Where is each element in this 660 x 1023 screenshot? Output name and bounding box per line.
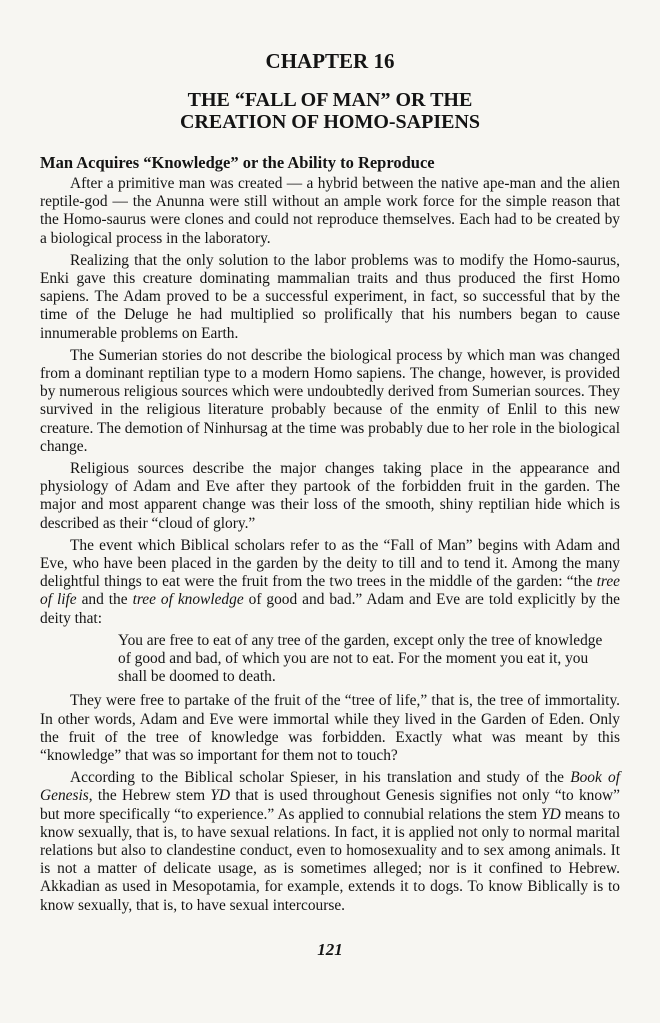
paragraph-5-text-c: of good and bad.” Adam and Eve are told explicitly by the deity that:: [40, 591, 621, 627]
chapter-title: [40, 89, 620, 133]
chapter-title-line-2: CREATION OF HOMO-SAPIENS: [179, 111, 481, 134]
paragraph-5-text-a: The event which Biblical scholars refer to as the “Fall of Man” begins with Adam and Eve, who have been placed in the garden by the deity to till and to tend it. Among the many delightful things to eat were the fruit from the two trees in the middle of the garden: “the: [40, 536, 620, 591]
paragraph-7: [40, 769, 620, 915]
block-quote: You are free to eat of any tree of the garden, except only the tree of knowledge of good and bad, of which you are not to eat. For the moment you eat it, you shall be doomed to death.: [118, 631, 603, 686]
paragraph-7-text-c: that is used throughout Genesis signifies not only “to know” but more specifically “to experience.” As applied to connubial relations the stem: [40, 787, 620, 823]
paragraph-6: They were free to partake of the fruit of the “tree of life,” that is, the tree of immortality. In other words, Adam and Eve were immortal while they lived in the Garden of Eden. Only the fruit of the tree of knowledge was forbidden. Exactly what was meant by this “knowledge” that was so important for them not to touch?: [40, 692, 620, 764]
paragraph-5-text-b: and the: [76, 591, 133, 609]
paragraph-1: After a primitive man was created — a hybrid between the native ape-man and the alien reptile-god — the Anunna were still without an ample work force for the simple reason that the Homo-saurus were clones and could not reproduce themselves. Each had to be created by a biological process in the laboratory.: [40, 174, 620, 247]
paragraph-7-emphasis-book-of-genesis: Book of Genesis: [40, 769, 620, 805]
paragraph-7-emphasis-yd-2: YD: [541, 805, 561, 823]
paragraph-5-emphasis-tree-of-knowledge: tree of knowledge: [132, 591, 244, 609]
paragraph-7-text-b: , the Hebrew stem: [88, 787, 211, 805]
paragraph-7-emphasis-yd: YD: [210, 787, 231, 805]
chapter-number: CHAPTER 16: [265, 49, 395, 73]
paragraph-5-emphasis-tree-of-life: tree of life: [40, 573, 620, 609]
paragraph-2: Realizing that the only solution to the labor problems was to modify the Homo-saurus, Enki gave this creature dominating mammalian traits and thus produced the first Homo sapiens. The Adam proved to be a successful experiment, in fact, so successful that by the time of the Deluge he had multiplied so prolifically that his numbers began to cause innumerable problems on Earth.: [40, 251, 620, 342]
paragraph-7-text-a: According to the Biblical scholar Spieser, in his translation and study of the: [70, 769, 571, 787]
page-number: 121: [317, 940, 343, 959]
paragraph-7-text-d: means to know sexually, that is, to have sexual relations. In fact, it is applied not only to normal marital relations but also to clandestine conduct, even to homosexuality and to sex among animals. It is not a matter of delicate usage, as is sometimes alleged; nor is it confined to Hebrew. Akkadian as used in Mesopotamia, for example, extends it to dogs. To know Biblically is to know sexually, that is, to have sexual intercourse.: [40, 805, 620, 914]
section-heading: Man Acquires “Knowledge” or the Ability to Reproduce: [40, 153, 435, 173]
paragraph-4: Religious sources describe the major changes taking place in the appearance and physiology of Adam and Eve after they partook of the forbidden fruit in the garden. The major and most apparent change was their loss of the smooth, shiny reptilian hide which is described as their “cloud of glory.”: [40, 459, 620, 532]
paragraph-3: The Sumerian stories do not describe the biological process by which man was changed from a dominant reptilian type to a modern Homo sapiens. The change, however, is provided by numerous religious sources which were undoubtedly derived from Sumerian sources. They survived in the religious literature probably because of the enmity of Enlil to this new creature. The demotion of Ninhursag at the time was probably due to her role in the biological change.: [40, 346, 620, 455]
chapter-title-line-1: THE “FALL OF MAN” OR THE: [187, 89, 473, 112]
paragraph-5: [40, 537, 620, 628]
